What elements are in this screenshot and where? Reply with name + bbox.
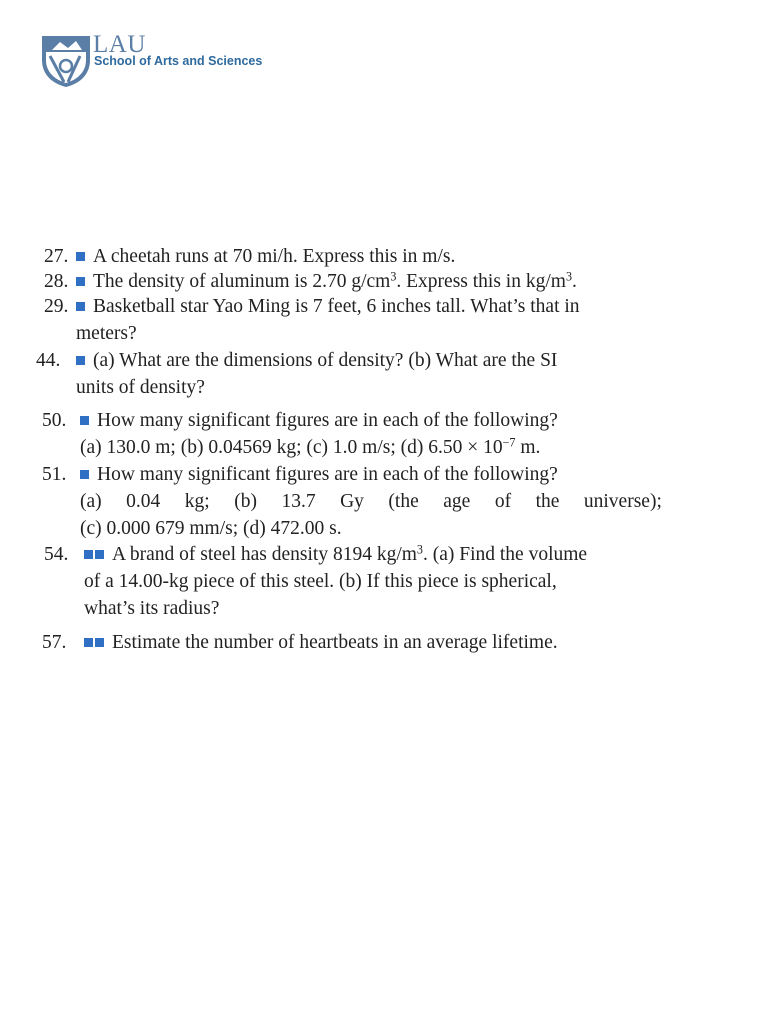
- problem-text: (a) 130.0 m; (b) 0.04569 kg; (c) 1.0 m/s; (d) 6.50 × 10: [80, 437, 503, 458]
- problem-text: what’s its radius?: [84, 598, 220, 619]
- exponent: 3: [390, 269, 397, 284]
- difficulty-icon: [76, 293, 87, 320]
- problem-text: How many significant figures are in each of the following?: [97, 410, 558, 431]
- problem-text-end: m.: [515, 437, 541, 458]
- problem-text-b: . (a) Find the volume: [422, 544, 588, 565]
- justified-word: of: [494, 491, 512, 512]
- justified-word: (b): [234, 491, 257, 512]
- problem-text-b: . Express this in kg/m: [396, 271, 566, 292]
- difficulty-icon: [84, 629, 106, 656]
- problem-text: Estimate the number of heartbeats in an average lifetime.: [112, 632, 558, 653]
- problem-text: of a 14.00-kg piece of this steel. (b) If this piece is spherical,: [84, 571, 557, 592]
- exponent: −7: [502, 435, 516, 450]
- justified-word: 0.04: [126, 491, 161, 512]
- justified-word: universe);: [583, 491, 662, 512]
- problem-text: Basketball star Yao Ming is 7 feet, 6 inches tall. What’s that in: [93, 296, 580, 317]
- problem-text-c: .: [571, 271, 577, 292]
- problem-text-a: The density of aluminum is 2.70 g/cm: [93, 271, 391, 292]
- problem-text: units of density?: [76, 377, 205, 398]
- exponent: 3: [416, 542, 423, 557]
- problem-number: 57.: [42, 632, 67, 653]
- problem-number: 27.: [44, 246, 69, 267]
- problem-number: 51.: [42, 464, 67, 485]
- justified-word: (the: [388, 491, 419, 512]
- exponent: 3: [565, 269, 572, 284]
- difficulty-icon: [84, 541, 106, 568]
- difficulty-icon: [76, 243, 87, 270]
- header: [40, 30, 340, 90]
- problem-number: 50.: [42, 410, 67, 431]
- justified-word: 13.7: [281, 491, 316, 512]
- difficulty-icon: [80, 407, 91, 434]
- justified-word: the: [535, 491, 560, 512]
- lau-logo-text: LAU: [93, 31, 146, 58]
- problem-number: 29.: [44, 296, 69, 317]
- problem-text: A brand of steel has density 8194 kg/m: [112, 544, 417, 565]
- problem-text: meters?: [76, 323, 137, 344]
- problem-text: (a) What are the dimensions of density? (b) What are the SI: [93, 350, 558, 371]
- problem-text: How many significant figures are in each of the following?: [97, 464, 558, 485]
- justified-word: Gy: [340, 491, 364, 512]
- lau-shield-icon: [40, 32, 92, 88]
- problem-number: 28.: [44, 271, 69, 292]
- difficulty-icon: [76, 347, 87, 374]
- justified-word: kg;: [184, 491, 210, 512]
- school-name: School of Arts and Sciences: [94, 54, 263, 68]
- justified-word: age: [443, 491, 471, 512]
- problem-text: (c) 0.000 679 mm/s; (d) 472.00 s.: [80, 518, 342, 539]
- problem-number: 44.: [36, 350, 61, 371]
- justified-word: (a): [80, 491, 102, 512]
- problem-number: 54.: [44, 544, 69, 565]
- difficulty-icon: [76, 268, 87, 295]
- difficulty-icon: [80, 461, 91, 488]
- problem-text-justified: [80, 488, 662, 515]
- problem-text: A cheetah runs at 70 mi/h. Express this in m/s.: [93, 246, 456, 267]
